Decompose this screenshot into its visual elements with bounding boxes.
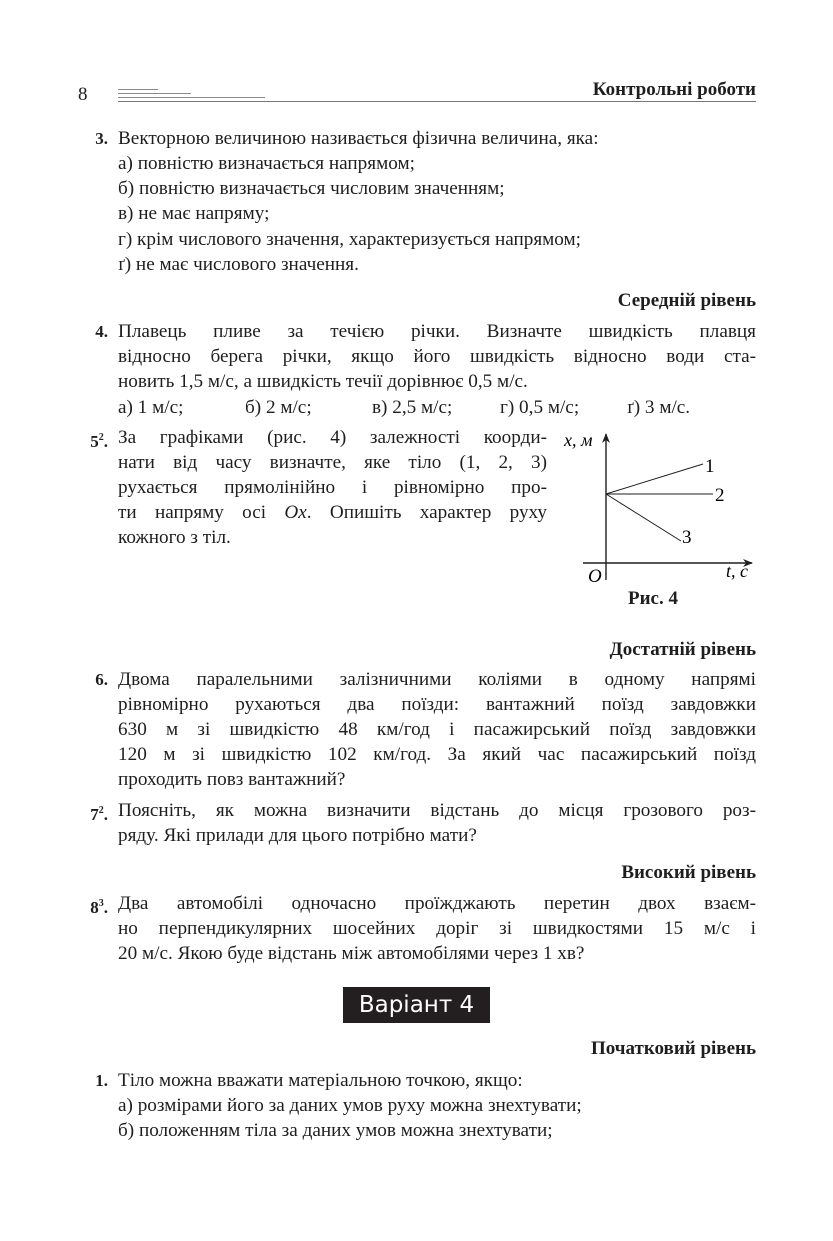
question-number-main: 8 [90,898,99,917]
figure-caption: Рис. 4 [628,588,678,609]
header-rule-1 [118,89,158,90]
question-text: проходить повз вантажний? [118,769,346,790]
axis-name: Ox [284,502,307,523]
question-text: Плавець пливе за течією річки. Визначте швидкість плавця [118,321,756,342]
page-number: 8 [78,84,88,105]
question-text-with-axis [118,500,547,525]
question-number-dot: . [103,898,108,917]
header-rule-2 [118,93,191,94]
question-number: 4. [95,322,108,341]
question-number: 1. [95,1071,108,1090]
question-number-dot: . [103,432,108,451]
question-text: 120 м зі швидкістю 102 км/год. За який час пасажирський поїзд [118,744,756,765]
graph-line-3 [606,494,681,541]
answer-option: в) не має напряму; [118,203,270,224]
question-text: відносно берега річки, якщо його швидкість відносно води ста- [118,346,756,367]
question-number-main: 7 [90,805,99,824]
question-number [78,798,108,827]
text-part: . Опишіть характер руху [306,502,548,523]
level-heading: Достатній рівень [609,639,756,660]
answer-option: г) 0,5 м/с; [500,397,580,418]
question-text: рівномірно рухаються два поїзди: вантажний поїзд завдовжки [118,694,756,715]
answer-option: ґ) 3 м/с. [627,397,691,418]
figure-x-t-graph [560,425,770,590]
answer-option: а) розмірами його за даних умов руху можна знехтувати; [118,1095,582,1116]
question-text: ряду. Які прилади для цього потрібно мати? [118,825,477,846]
question-number-dot: . [103,805,108,824]
answer-option: а) 1 м/с; [118,397,184,418]
y-axis-label: x, м [564,430,593,450]
question-text: 20 м/с. Якою буде відстань між автомобілями через 1 хв? [118,943,585,964]
question-text: Поясніть, як можна визначити відстань до місця грозового роз- [118,800,756,821]
text-part: ти напряму осі [118,502,285,523]
answer-option: б) положенням тіла за даних умов можна знехтувати; [118,1120,553,1141]
answer-option: б) 2 м/с; [245,397,312,418]
answer-option: в) 2,5 м/с; [372,397,453,418]
question-number [78,891,108,920]
x-axis-label: t, с [726,561,748,581]
line-label-1: 1 [705,456,715,477]
difficulty-superscript: 2 [98,805,104,816]
question-text: 630 м зі швидкістю 48 км/год і пасажирський поїзд завдовжки [118,719,756,740]
running-header-title: Контрольні роботи [592,79,756,100]
difficulty-superscript: 2 [98,432,104,443]
question-text: но перпендикулярних шосейних доріг зі швидкостями 15 м/с і [118,918,756,939]
question-number-main: 5 [90,432,99,451]
level-heading: Високий рівень [621,862,756,883]
level-heading: Початковий рівень [590,1038,756,1059]
answer-option: г) крім числового значення, характеризується напрямом; [118,229,582,250]
question-text: новить 1,5 м/с, а швидкість течії дорівнює 0,5 м/с. [118,371,528,392]
header-rule-full [118,101,756,102]
graph-line-1 [606,464,703,494]
level-heading: Середній рівень [617,290,756,311]
line-label-2: 2 [715,485,725,506]
question-text: Тіло можна вважати матеріальною точкою, якщо: [118,1070,523,1091]
answer-option: а) повністю визначається напрямом; [118,153,415,174]
question-number: 3. [95,129,108,148]
question-text: кожного з тіл. [118,527,231,548]
question-text: За графіками (рис. 4) залежності коорди- [118,427,547,448]
question-text: Векторною величиною називається фізична величина, яка: [118,128,599,149]
origin-label: O [588,566,602,587]
question-text: Два автомобілі одночасно проїжджають перетин двох взаєм- [118,893,756,914]
header-rule-3 [118,97,265,98]
question-text: нати від часу визначте, яке тіло (1, 2, 3) [118,452,547,473]
question-text: рухається прямолінійно і рівномірно про- [118,477,547,498]
variant-heading: Варіант 4 [343,987,490,1023]
question-number [78,425,108,454]
question-text: Двома паралельними залізничними коліями в одному напрямі [118,669,756,690]
line-label-3: 3 [682,527,692,548]
difficulty-superscript: 3 [98,898,104,909]
answer-option: б) повністю визначається числовим значенням; [118,178,505,199]
answer-option: ґ) не має числового значення. [118,254,359,275]
question-number: 6. [95,670,108,689]
